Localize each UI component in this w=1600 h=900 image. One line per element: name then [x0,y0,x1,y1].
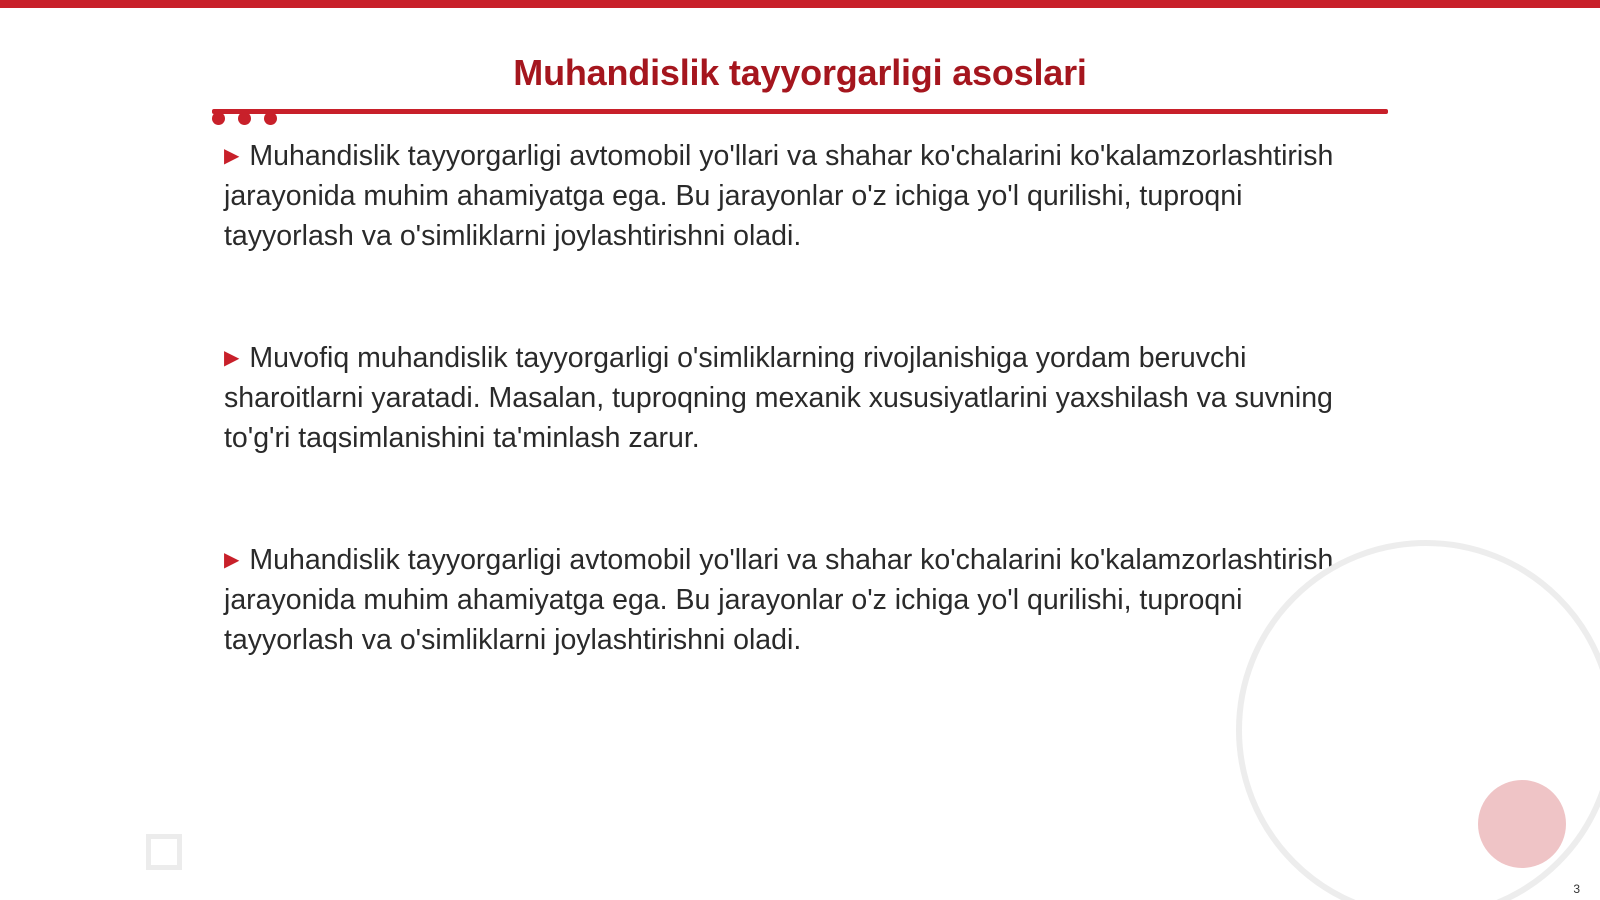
bullet-item-2 [224,338,1374,458]
bullet-text-3: Muhandislik tayyorgarligi avtomobil yo'llari va shahar ko'chalarini ko'kalamzorlashtirish jarayonida muhim ahamiyatga ega. Bu jarayonlar o'z ichiga yo'l qurilishi, tuproqni tayyorlash va o'simliklarni joylashtirishni oladi. [224,544,1334,656]
decor-pink-circle [1478,780,1566,868]
bullet-text-2: Muvofiq muhandislik tayyorgarligi o'simliklarning rivojlanishiga yordam beruvchi sharoitlarni yaratadi. Masalan, tuproqning mexanik xususiyatlarini yaxshilash va suvning to'g'ri taqsimlanishini ta'minlash zarur. [224,342,1333,454]
triangle-bullet-icon: ▶ [224,145,240,167]
title-underline [212,109,1388,114]
top-accent-bar [0,0,1600,8]
page-number: 3 [1573,882,1580,896]
decor-square-outline [146,834,182,870]
bullet-item-3 [224,540,1374,660]
bullet-item-1 [224,136,1374,256]
triangle-bullet-icon: ▶ [224,347,240,369]
slide-title: Muhandislik tayyorgarligi asoslari [513,52,1087,93]
decor-dot-3 [264,112,277,125]
decor-dot-2 [238,112,251,125]
bullet-text-1: Muhandislik tayyorgarligi avtomobil yo'llari va shahar ko'chalarini ko'kalamzorlashtirish jarayonida muhim ahamiyatga ega. Bu jarayonlar o'z ichiga yo'l qurilishi, tuproqni tayyorlash va o'simliklarni joylashtirishni oladi. [224,140,1334,252]
triangle-bullet-icon: ▶ [224,549,240,571]
decor-dot-1 [212,112,225,125]
bullet-list [224,136,1374,742]
